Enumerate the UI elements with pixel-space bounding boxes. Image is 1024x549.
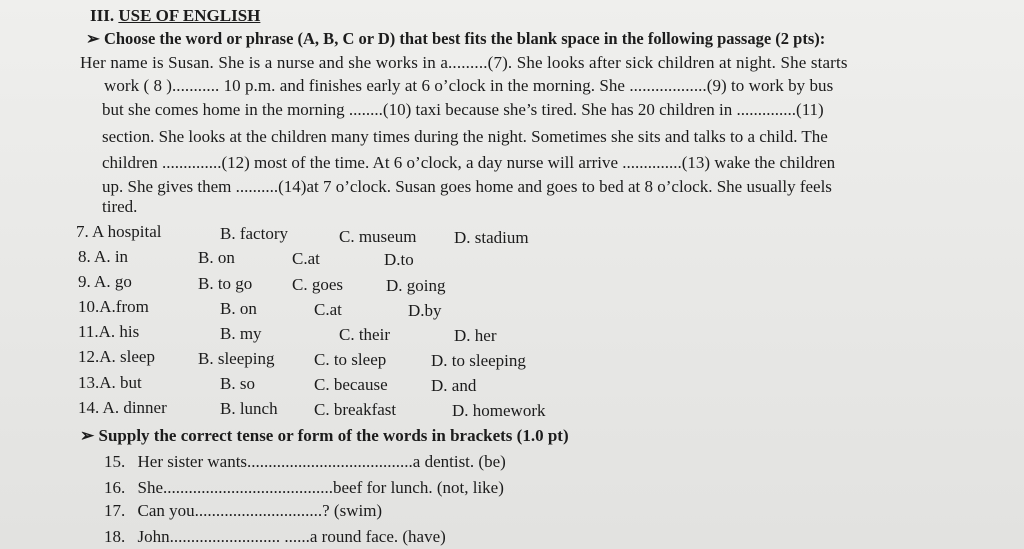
question-option-b: B. on bbox=[220, 299, 257, 318]
passage-line: children ..............(12) most of the time. At 6 o’clock, a day nurse will arrive ..............(13) wake the children bbox=[102, 153, 836, 172]
question-option-a: 12.A. sleep bbox=[78, 347, 155, 366]
exercise-text: John.......................... ......a round face. (have) bbox=[137, 527, 446, 546]
exercise-number: 16. bbox=[104, 478, 126, 497]
question-option-d: D. to sleeping bbox=[431, 351, 526, 370]
passage-line: section. She looks at the children many times during the night. Sometimes she sits and talks to a child. The bbox=[102, 127, 828, 146]
passage-line: up. She gives them ..........(14)at 7 o’clock. Susan goes home and goes to bed at 8 o’clock. She usually feels bbox=[102, 177, 832, 196]
question-option-c: C. because bbox=[314, 375, 388, 394]
exercise-item bbox=[104, 501, 382, 521]
part2-instruction-line bbox=[80, 426, 569, 446]
question-option-b: B. factory bbox=[220, 224, 288, 243]
exercise-item bbox=[104, 527, 446, 547]
question-option-d: D.to bbox=[384, 250, 414, 269]
passage-line: work ( 8 )........... 10 p.m. and finishes early at 6 o’clock in the morning. She ..................(9) to work by bus bbox=[104, 76, 834, 95]
question-option-a: 8. A. in bbox=[78, 247, 129, 266]
question-option-d: D. her bbox=[454, 326, 497, 345]
question-option-c: C. goes bbox=[292, 275, 343, 294]
question-option-a: 7. A hospital bbox=[76, 222, 162, 241]
question-option-b: B. so bbox=[220, 374, 255, 393]
question-option-a: 10.A.from bbox=[78, 297, 149, 316]
passage-line: but she comes home in the morning ........(10) taxi because she’s tired. She has 20 children in ..............(11) bbox=[102, 100, 824, 119]
question-option-c: C. museum bbox=[339, 227, 417, 246]
question-option-b: B. to go bbox=[198, 274, 253, 293]
exercise-number: 18. bbox=[104, 527, 126, 546]
question-option-c: C. their bbox=[339, 325, 390, 344]
question-option-d: D.by bbox=[408, 301, 442, 320]
question-option-a: 13.A. but bbox=[78, 373, 142, 392]
exercise-text: Her sister wants.......................................a dentist. (be) bbox=[137, 452, 506, 471]
question-option-d: D. homework bbox=[452, 401, 546, 420]
question-option-d: D. stadium bbox=[454, 228, 529, 247]
exercise-item bbox=[104, 478, 504, 498]
exercise-number: 17. bbox=[104, 501, 126, 520]
question-option-a: 9. A. go bbox=[78, 272, 132, 291]
question-option-d: D. and bbox=[431, 376, 477, 395]
question-option-a: 14. A. dinner bbox=[78, 398, 167, 417]
question-option-a: 11.A. his bbox=[78, 322, 140, 341]
passage-line: Her name is Susan. She is a nurse and she works in a.........(7). She looks after sick children at night. She starts bbox=[80, 53, 848, 72]
section-header bbox=[90, 6, 260, 26]
exercise-number: 15. bbox=[104, 452, 126, 471]
question-option-c: C.at bbox=[292, 249, 320, 268]
exercise-item bbox=[104, 452, 506, 472]
question-option-b: B. my bbox=[220, 324, 262, 343]
question-option-c: C. breakfast bbox=[314, 400, 397, 419]
section-title: USE OF ENGLISH bbox=[118, 6, 261, 25]
question-option-b: B. lunch bbox=[220, 399, 278, 418]
part1-instruction-line bbox=[86, 29, 825, 49]
arrow-icon: ➢ bbox=[80, 426, 95, 445]
exercise-text: She........................................beef for lunch. (not, like) bbox=[137, 478, 504, 497]
question-option-b: B. sleeping bbox=[198, 349, 275, 368]
question-option-c: C. to sleep bbox=[314, 350, 387, 369]
section-number: III. bbox=[90, 6, 115, 25]
passage-line: tired. bbox=[102, 197, 138, 216]
exercise-text: Can you..............................? (swim) bbox=[137, 501, 383, 520]
question-option-c: C.at bbox=[314, 300, 342, 319]
question-option-b: B. on bbox=[198, 248, 235, 267]
arrow-icon: ➢ bbox=[86, 29, 100, 48]
part1-instruction: Choose the word or phrase (A, B, C or D) that best fits the blank space in the following passage (2 pts): bbox=[103, 29, 826, 48]
part2-instruction: Supply the correct tense or form of the words in brackets (1.0 pt) bbox=[98, 426, 569, 445]
question-option-d: D. going bbox=[386, 276, 446, 295]
